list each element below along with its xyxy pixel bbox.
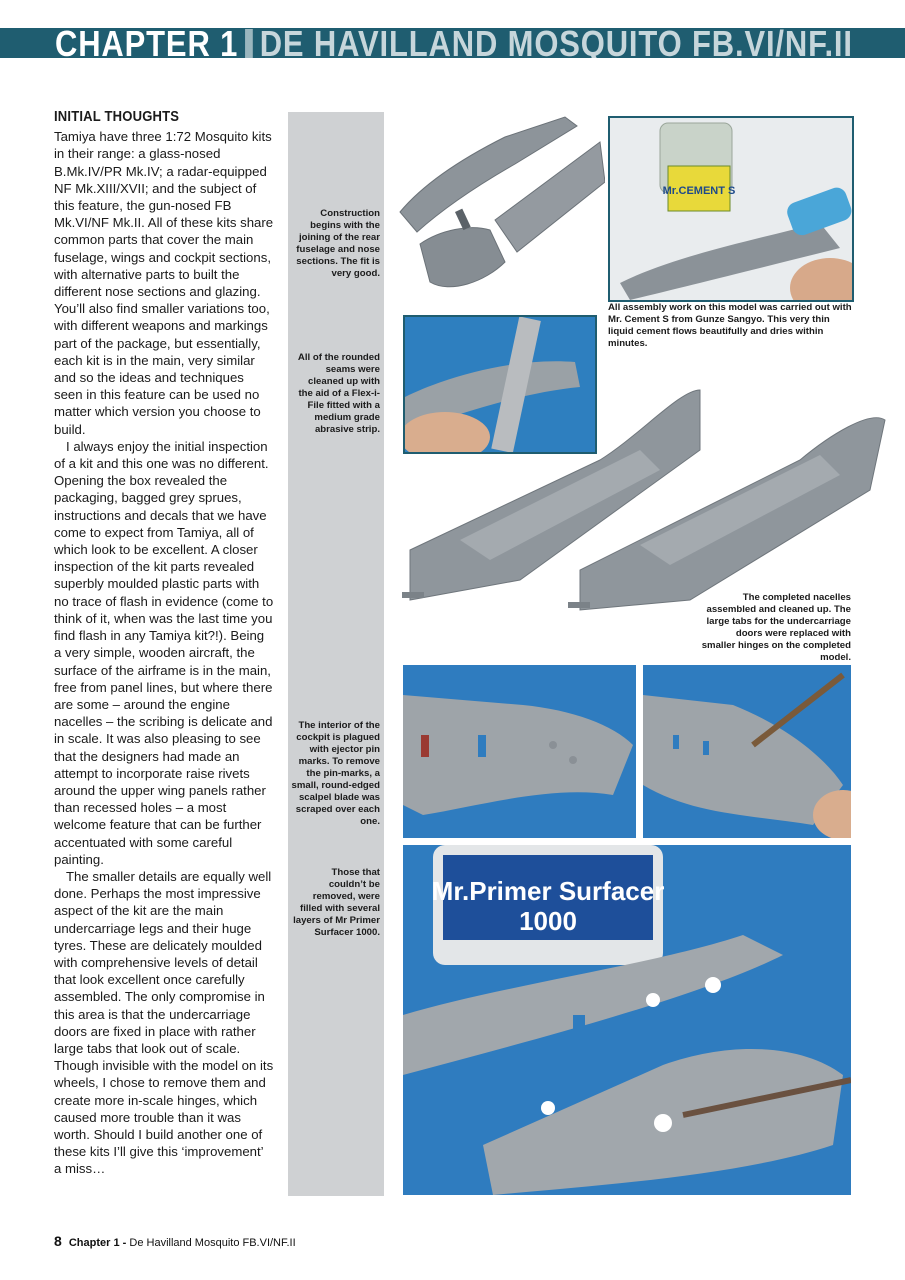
chapter-label: CHAPTER 1 <box>55 23 239 64</box>
caption-seams: All of the rounded seams were cleaned up with the aid of a Flex-i-File fitted with a medium grade abrasive strip. <box>297 352 380 435</box>
caption-filled: Those that couldn’t be removed, were filled with several layers of Mr Primer Surfacer 1000. <box>293 867 380 938</box>
page-footer <box>54 1233 296 1249</box>
photo-cockpit-interior <box>403 665 636 838</box>
footer-chapter: Chapter 1 - <box>68 1237 127 1249</box>
page-number: 8 <box>54 1233 62 1249</box>
article-paragraph: I always enjoy the initial inspection of a kit and this one was no different. Opening the box revealed the packaging, bagged grey sprues, instructions and decals that we have come to expect from Tamiya, all of which look to be excellent. A closer inspection of the kit parts revealed superbly moulded plastic parts with no trace of flash in evidence (come to think of it, when was the last time you find flash in any Tamiya kit?!). Being a very simple, wooden aircraft, the surface of the airframe is in the main, free from panel lines, but where there are some – around the engine nacelles – the scribing is delicate and in scale. It was also pleasing to see that the designers had made an attempt to incorporate raise rivets around the upper wing panels rather than recessed holes – a most welcome feature that can be further accentuated with some careful painting. <box>54 438 274 867</box>
caption-cement: All assembly work on this model was carried out with Mr. Cement S from Gunze Sangyo. This very thin liquid cement flows beautifully and dries within minutes. <box>608 302 852 349</box>
article-paragraph: Tamiya have three 1:72 Mosquito kits in their range: a glass-nosed B.Mk.IV/PR Mk.IV; a radar-equipped NF Mk.XIII/XVII; and the subject of this feature, the gun-nosed FB Mk.VI/NF Mk.II. All of these kits share common parts that cover the main fuselage, wings and cockpit sections, with alternative parts to built the different nose sections and glazing. You’ll also find smaller variations too, with different weapons and markings part of the package, but essentially, each kit is in the main, very similar and so the ideas and techniques seen in this feature can be used no matter which version you choose to build. <box>54 129 274 437</box>
footer-title: De Havilland Mosquito FB.VI/NF.II <box>129 1237 296 1249</box>
surfacer-bottle-label: Mr.Primer Surfacer <box>431 876 665 906</box>
article-heading: INITIAL THOUGHTS <box>54 109 180 125</box>
header-separator <box>245 29 253 59</box>
chapter-header <box>55 24 853 64</box>
photo-scalpel <box>643 665 851 838</box>
caption-cockpit: The interior of the cockpit is plagued with ejector pin marks. To remove the pin-marks, a small, round-edged scalpel blade was scraped over each one. <box>291 720 380 827</box>
article-paragraph: The smaller details are equally well done. Perhaps the most impressive aspect of the kit are the main undercarriage legs and their huge tyres. These are delicately moulded with comprehensive levels of detail that look excellent once carefully assembled. The only compromise in this area is that the undercarriage doors are fixed in place with rather large tabs that look out of scale. Though invisible with the model on its wheels, I chose to remove them and create more in-scale hinges, which caused more trouble than it was worth. Should I build another one of these kits I’ll give this ‘improvement’ a miss… <box>54 868 274 1177</box>
article-body <box>54 109 274 1178</box>
photo-fuselage-parts <box>395 112 605 302</box>
cement-bottle-label: Mr.CEMENT S <box>662 185 736 197</box>
chapter-title: DE HAVILLAND MOSQUITO FB.VI/NF.II <box>259 23 853 64</box>
photo-cement-bottle <box>608 116 854 302</box>
caption-nacelles: The completed nacelles assembled and cleaned up. The large tabs for the undercarriage doors were replaced with smaller hinges on the completed model. <box>701 592 851 663</box>
caption-construction: Construction begins with the joining of the rear fuselage and nose sections. The fit is very good. <box>296 208 380 279</box>
photo-completed-nacelles <box>400 380 890 630</box>
photo-primer-surfacer <box>403 845 851 1195</box>
surfacer-grade-label: 1000 <box>519 906 577 936</box>
